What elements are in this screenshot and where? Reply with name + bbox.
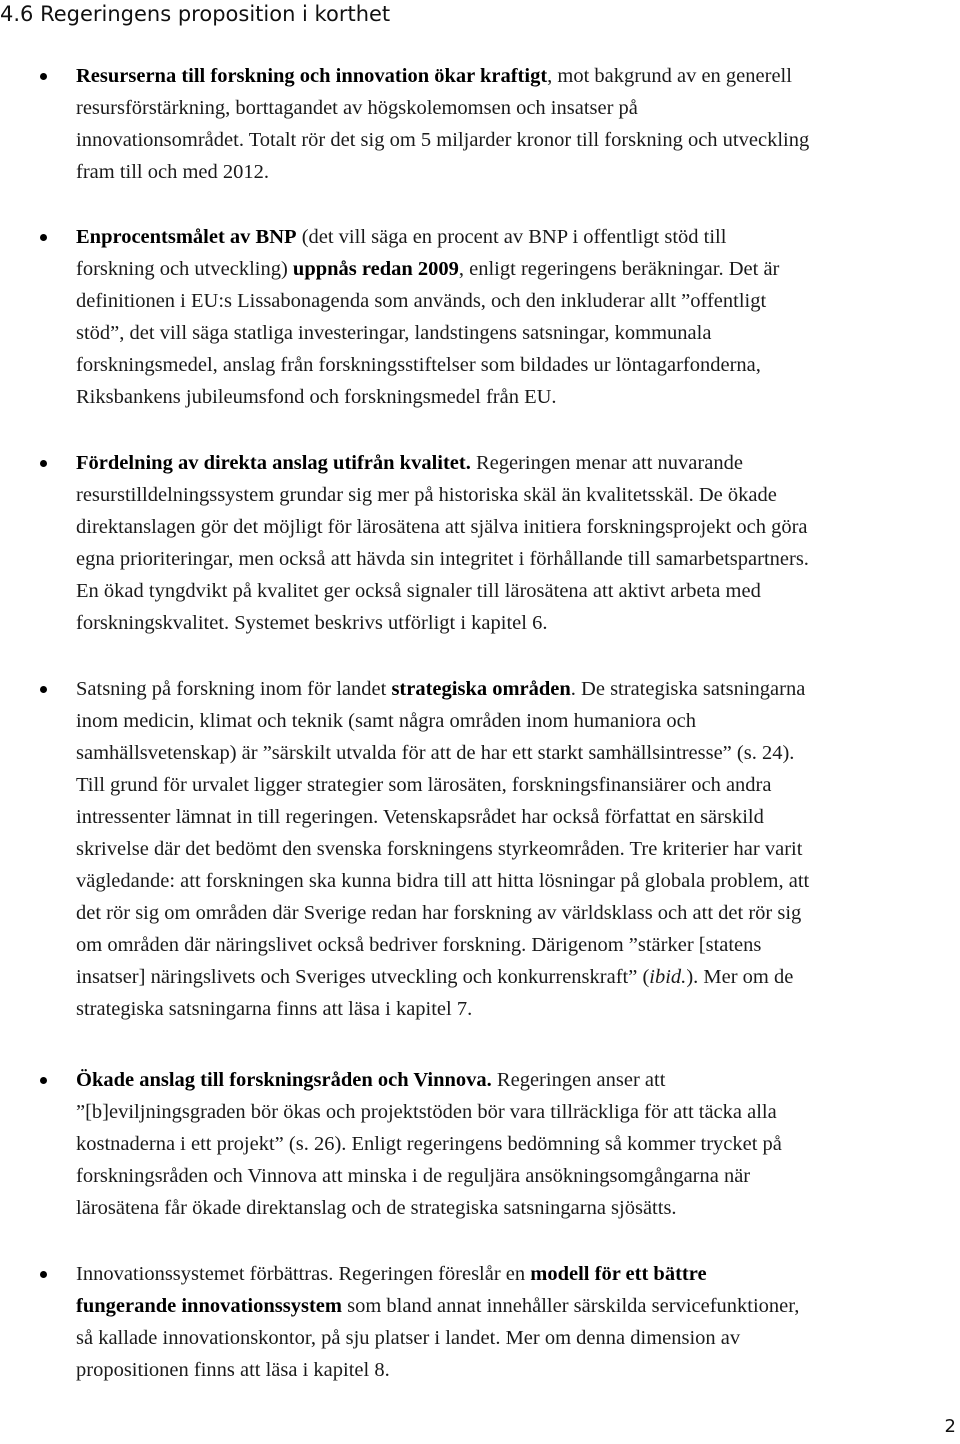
bullet-item (76, 1258, 960, 1386)
paragraph-line (76, 221, 960, 253)
bullet-dot-icon (40, 1077, 47, 1084)
paragraph-line (76, 1192, 960, 1224)
text: innovationsområdet. Totalt rör det sig om 5 miljarder kronor till forskning och utveckling (76, 129, 810, 151)
paragraph-line (76, 1128, 960, 1160)
text: kostnaderna i ett projekt” (s. 26). Enligt regeringens bedömning så kommer trycket på (76, 1133, 782, 1155)
bullet-item (76, 673, 960, 1025)
bullet-item (76, 1064, 960, 1224)
paragraph-line (76, 1096, 960, 1128)
text: Regeringen menar att nuvarande (470, 452, 743, 474)
text: intressenter lämnat in till regeringen. Vetenskapsrådet har också författat en särskild (76, 806, 764, 828)
bullet-dot-icon (40, 73, 47, 80)
bullet-dot-icon (40, 460, 47, 467)
bold-text: strategiska områden (391, 678, 571, 700)
text: propositionen finns att läsa i kapitel 8. (76, 1359, 390, 1381)
paragraph-line (76, 607, 960, 639)
paragraph-line (76, 705, 960, 737)
text: inom medicin, klimat och teknik (samt några områden inom humaniora och (76, 710, 696, 732)
paragraph-line (76, 447, 960, 479)
text: Regeringen anser att (491, 1069, 666, 1091)
paragraph-line (76, 60, 960, 92)
text: definitionen i EU:s Lissabonagenda som används, och den inkluderar allt ”offentligt (76, 290, 767, 312)
text: Till grund för urvalet ligger strategier som lärosäten, forskningsfinansiärer och andra (76, 774, 772, 796)
text: insatser] näringslivets och Sveriges utveckling och konkurrenskraft” ( (76, 966, 650, 988)
bullet-dot-icon (40, 1271, 47, 1278)
section-heading: 4.6 Regeringens proposition i korthet (0, 2, 391, 26)
page-number: 2 (944, 1416, 956, 1437)
paragraph-line (76, 381, 960, 413)
bold-text: fungerande innovationssystem (76, 1295, 342, 1317)
text: det rör sig om områden där Sverige redan har forskning av världsklass och att det rör sig (76, 902, 802, 924)
text: En ökad tyngdvikt på kvalitet ger också signaler till lärosätena att aktivt arbeta med (76, 580, 761, 602)
paragraph-line (76, 1258, 960, 1290)
paragraph-line (76, 575, 960, 607)
text: , mot bakgrund av en generell (547, 65, 792, 87)
text: strategiska satsningarna finns att läsa i kapitel 7. (76, 998, 473, 1020)
paragraph-line (76, 929, 960, 961)
text: forskningsmedel, anslag från forskningsstiftelser som bildades ur löntagarfonderna, (76, 354, 761, 376)
paragraph-line (76, 801, 960, 833)
text: så kallade innovationskontor, på sju platser i landet. Mer om denna dimension av (76, 1327, 741, 1349)
text: stöd”, det vill säga statliga investeringar, landstingens satsningar, kommunala (76, 322, 712, 344)
text: egna prioriteringar, men också att hävda sin integritet i förhållande till samarbetspartners. (76, 548, 809, 570)
bullet-dot-icon (40, 234, 47, 241)
text: vägledande: att forskningen ska kunna bidra till att hitta lösningar på globala problem, att (76, 870, 810, 892)
text: (det vill säga en procent av BNP i offentligt stöd till (296, 226, 727, 248)
paragraph-line (76, 479, 960, 511)
paragraph-line (76, 285, 960, 317)
paragraph-line (76, 961, 960, 993)
text: ). Mer om de (686, 966, 794, 988)
text: skrivelse där det bedömt den svenska forskningens styrkeområden. Tre kriterier har varit (76, 838, 803, 860)
bold-text: Resurserna till forskning och innovation ökar kraftigt (76, 65, 548, 87)
text: fram till och med 2012. (76, 161, 269, 183)
text: direktanslagen gör det möjligt för lärosätena att själva initiera forskningsprojekt och göra (76, 516, 808, 538)
paragraph-line (76, 511, 960, 543)
text: Innovationssystemet förbättras. Regeringen föreslår en (76, 1263, 531, 1285)
bold-text: Enprocentsmålet av BNP (76, 226, 297, 248)
paragraph-line (76, 673, 960, 705)
text: . De strategiska satsningarna (570, 678, 806, 700)
bullet-item (76, 221, 960, 413)
paragraph-line (76, 543, 960, 575)
paragraph-line (76, 993, 960, 1025)
paragraph-line (76, 349, 960, 381)
bullet-dot-icon (40, 686, 47, 693)
text: ”[b]eviljningsgraden bör ökas och projektstöden bör vara tillräckliga för att täcka alla (76, 1101, 777, 1123)
text: forskning och utveckling) (76, 258, 293, 280)
bold-text: Fördelning av direkta anslag utifrån kvalitet. (76, 452, 471, 474)
paragraph-line (76, 156, 960, 188)
paragraph-line (76, 1322, 960, 1354)
paragraph-line (76, 92, 960, 124)
bullet-item (76, 447, 960, 639)
paragraph-line (76, 1160, 960, 1192)
text: Riksbankens jubileumsfond och forskningsmedel från EU. (76, 386, 557, 408)
text: som bland annat innehåller särskilda servicefunktioner, (341, 1295, 800, 1317)
text: samhällsvetenskap) är ”särskilt utvalda för att de har ett starkt samhällsintresse” (s. 24). (76, 742, 795, 764)
paragraph-line (76, 833, 960, 865)
paragraph-line (76, 1354, 960, 1386)
text: resurstilldelningssystem grundar sig mer på historiska skäl än kvalitetsskäl. De ökade (76, 484, 777, 506)
text: lärosätena får ökade direktanslag och de strategiska satsningarna sjösätts. (76, 1197, 677, 1219)
paragraph-line (76, 253, 960, 285)
paragraph-line (76, 1290, 960, 1322)
bold-text: modell för ett bättre (530, 1263, 707, 1285)
paragraph-line (76, 737, 960, 769)
text: Satsning på forskning inom för landet (76, 678, 392, 700)
bold-text: uppnås redan 2009 (292, 258, 459, 280)
paragraph-line (76, 124, 960, 156)
bullet-item (76, 60, 960, 188)
paragraph-line (76, 1064, 960, 1096)
text: forskningsråden och Vinnova att minska i de reguljära ansökningsomgångarna när (76, 1165, 751, 1187)
paragraph-line (76, 897, 960, 929)
bold-text: Ökade anslag till forskningsråden och Vinnova. (76, 1069, 492, 1091)
text: , enligt regeringens beräkningar. Det är (458, 258, 780, 280)
text: om områden där näringslivet också bedriver forskning. Därigenom ”stärker [statens (76, 934, 762, 956)
paragraph-line (76, 865, 960, 897)
text: forskningskvalitet. Systemet beskrivs utförligt i kapitel 6. (76, 612, 548, 634)
text: resursförstärkning, borttagandet av högskolemomsen och insatser på (76, 97, 638, 119)
paragraph-line (76, 769, 960, 801)
italic-text: ibid. (649, 966, 687, 988)
paragraph-line (76, 317, 960, 349)
